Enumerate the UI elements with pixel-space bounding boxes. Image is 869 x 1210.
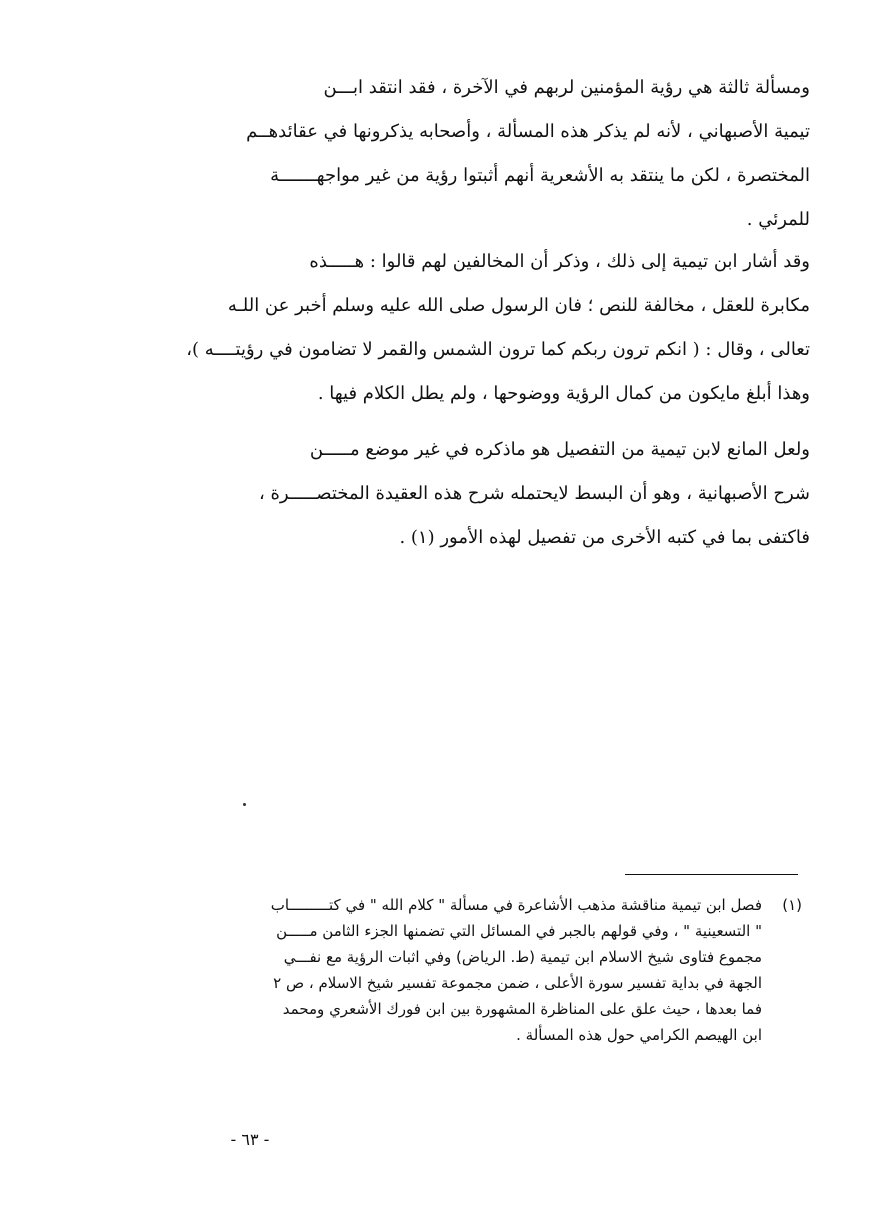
footnote-line: مجموع فتاوى شيخ الاسلام ابن تيمية (ط. الرياض) وفي اثبات الرؤية مع نفـــي [283,948,762,966]
page-number: - ٦٣ - [230,1130,270,1149]
footnote-line: ابن الهيصم الكرامي حول هذه المسألة . [516,1026,762,1044]
footnote-line: فصل ابن تيمية مناقشة مذهب الأشاعرة في مسألة " كلام الله " في كتـــــــــاب [270,896,762,914]
footnote [160,892,802,1048]
text-line: تعالى ، وقال : ( انكم ترون ربكم كما ترون الشمس والقمر لا تضامون في رؤيتــــه )، [186,339,810,360]
text-line: مكابرة للعقل ، مخالفة للنص ؛ فان الرسول صلى الله عليه وسلم أخبر عن اللـه [227,295,810,316]
footnote-number: (١) [782,896,802,914]
paragraph-3 [160,428,810,560]
paragraph-1 [160,66,810,242]
text-line: وهذا أبلغ مايكون من كمال الرؤية ووضوحها ، ولم يطل الكلام فيها . [317,383,810,404]
text-line: ولعل المانع لابن تيمية من التفصيل هو ماذكره في غير موضع مـــــن [309,439,810,460]
stray-dot [243,803,246,806]
footnote-body [160,892,762,1048]
footnote-line: فما بعدها ، حيث علق على المناظرة المشهورة بين ابن فورك الأشعري ومحمد [282,1000,762,1018]
text-line: فاكتفى بما في كتبه الأخرى من تفصيل لهذه الأمور (١) . [399,527,810,548]
text-line: تيمية الأصبهاني ، لأنه لم يذكر هذه المسألة ، وأصحابه يذكرونها في عقائدهــم [246,121,810,142]
footnote-line: الجهة في بداية تفسير سورة الأعلى ، ضمن مجموعة تفسير شيخ الاسلام ، ص ٢ [273,974,762,992]
text-line: شرح الأصبهانية ، وهو أن البسط لايحتمله شرح هذه العقيدة المختصـــــرة ، [258,483,810,504]
paragraph-2 [160,240,810,416]
text-line: ومسألة ثالثة هي رؤية المؤمنين لربهم في الآخرة ، فقد انتقد ابـــن [323,77,810,98]
footnote-line: " التسعينية " ، وفي قولهم بالجبر في المسائل التي تضمنها الجزء الثامن مـــــن [276,922,762,940]
footnote-separator [625,874,798,875]
text-line: المختصرة ، لكن ما ينتقد به الأشعرية أنهم أثبتوا رؤية من غير مواجهـــــــة [270,165,810,186]
text-line: وقد أشار ابن تيمية إلى ذلك ، وذكر أن المخالفين لهم قالوا : هـــــذه [309,251,810,272]
text-line: للمرئي . [746,209,810,230]
